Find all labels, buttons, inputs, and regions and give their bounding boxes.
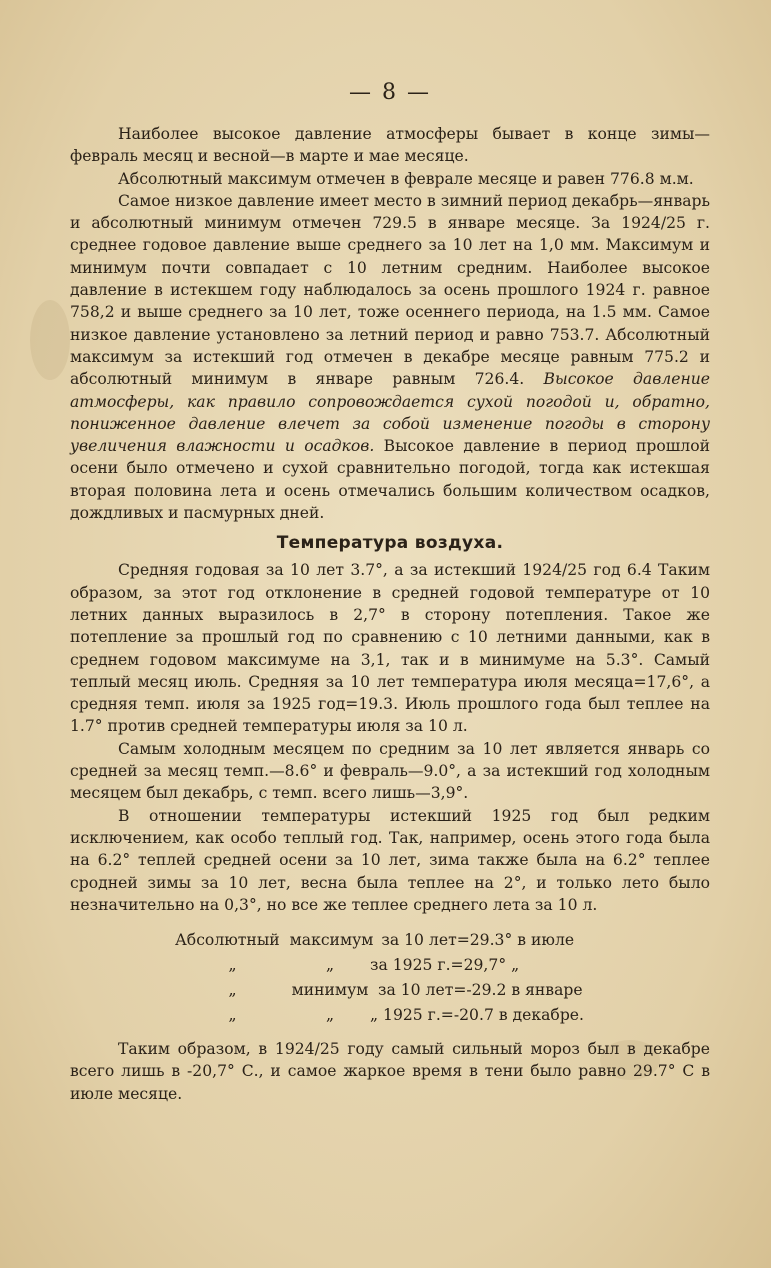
paragraph-pressure-1: Наиболее высокое давление атмосферы бывает в конце зимы— февраль месяц и весной—в марте и мае месяце. [70,125,710,166]
extremes-col3: за 1925 г.=29,7° „ [370,956,520,975]
page-number: — 8 — [349,80,431,105]
extremes-table [175,928,710,1028]
extremes-row [175,953,710,978]
extremes-col1: „ [228,956,237,975]
pressure-text: Самое низкое давление имеет место в зимний период декабрь—январь и абсолютный минимум отмечен 729.5 в январе месяце. За 1924/25 г. среднее годовое давление выше среднего за 10 лет на 1,0 мм. Максимум и минимум почти совпадает с 10 летним средним. Наиболее высокое давление в истекшем году наблюдалось за осень прошлого 1924 г. равное 758,2 и выше среднего за 10 лет, тоже осеннего периода, на 1.5 мм. Самое низкое давление установлено за летний период и равно 753.7. Абсолютный максимум за истекший год отмечен в декабре месяце равным 775.2 и абсолютный минимум в январе равным 726.4. [70,191,710,389]
paragraph-temperature-2: Самым холодным месяцем по средним за 10 лет является январь со средней за месяц темп.—8.6° и февраль—9.0°, а за истекший год холодным месяцем был декабрь, с темп. всего лишь—3,9°. [70,739,710,803]
italic-sentence: Высокое давление атмосферы, как правило сопровождается сухой погодой и, обратно, пониженное давление влечет за собой изменение погоды в сторону увеличения влажности и осадков. [70,370,710,456]
extremes-col1: Абсолютный [175,931,280,950]
paragraph-temperature-1: Средняя годовая за 10 лет 3.7°, а за истекший 1924/25 год 6.4 Таким образом, за этот год отклонение в средней годовой температуре от 10 летних данных выразилось в 2,7° в сторону потепления. Такое же потепление за прошлый год по сравнению с 10 летними данными, как в среднем годовом максимуме на 3,1, так и в минимуме на 5.3°. Самый теплый месяц июль. Средняя за 10 лет температура июля месяца=17,6°, а средняя темп. июля за 1925 год=19.3. Июль прошлого года был теплее на 1.7° против средней температуры июля за 10 л. [70,561,710,736]
extremes-row [175,978,710,1003]
extremes-col3: за 10 лет=-29.2 в январе [378,981,583,1000]
paper-stain [30,300,70,380]
document-page [70,80,710,1105]
after-italic-text: Высокое давление в период прошлой осени было отмечено и сухой сравнительно погодой, тогда как истекшая вторая половина лета и осень отмечались большим количеством осадков, дождливых и пасмурных дней. [70,437,710,523]
paragraph-pressure-2: Абсолютный максимум отмечен в феврале месяце и равен 776.8 м.м. [118,169,694,188]
extremes-col1: „ [228,1006,237,1025]
extremes-col2: минимум [291,981,369,1000]
extremes-col1: „ [228,981,237,1000]
paragraph-temperature-3: В отношении температуры истекший 1925 год был редким исключением, как особо теплый год. Так, например, осень этого года была на 6.2° теплей средней осени за 10 лет, зима также была на 6.2° теплее сродней зимы за 10 лет, весна была теплее на 2°, и только лето было незначительно на 0,3°, но все же теплее среднего лета за 10 л. [70,806,710,914]
paragraph-pressure-3 [70,190,710,524]
extremes-col2: „ [325,956,335,975]
final-paragraph: Таким образом, в 1924/25 году самый сильный мороз был в декабре всего лишь в -20,7° С., и самое жаркое время в тени было равно 29.7° С в июле месяце. [70,1040,710,1103]
section-title: Температура воздуха. [276,533,504,554]
extremes-row [175,1003,710,1028]
extremes-col2: максимум [289,931,374,950]
extremes-col3: за 10 лет=29.3° в июле [381,931,575,950]
extremes-col2: „ [325,1006,335,1025]
extremes-col3: „ 1925 г.=-20.7 в декабре. [370,1006,584,1025]
extremes-row [175,928,710,953]
